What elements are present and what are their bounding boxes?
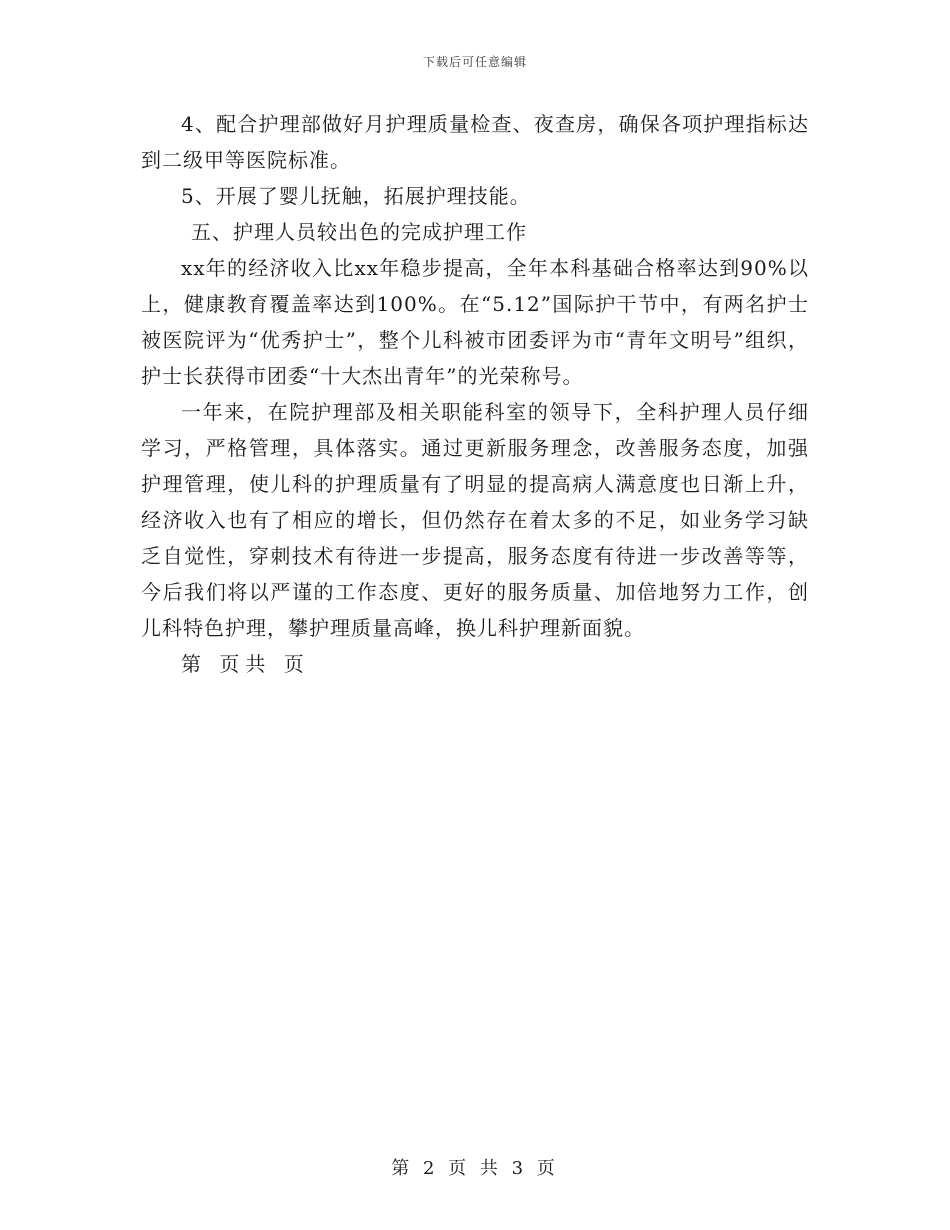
document-body: [141, 106, 809, 682]
paragraph-income: xx年的经济收入比xx年稳步提高，全年本科基础合格率达到90%以上，健康教育覆盖率达到100%。在“5.12”国际护干节中，有两名护士被医院评为“优秀护士”，整个儿科被市团委评为市“青年文明号”组织，护士长获得市团委“十大杰出青年”的光荣称号。: [141, 256, 809, 388]
section-heading-5: 五、护理人员较出色的完成护理工作: [191, 220, 527, 244]
page-footer: 第 2 页 共 3 页: [391, 1158, 559, 1179]
page-header: 下载后可任意编辑: [422, 55, 527, 69]
inline-page-count: 第 页共 页: [181, 652, 310, 676]
paragraph-item-4: 4、配合护理部做好月护理质量检查、夜查房，确保各项护理指标达到二级甲等医院标准。: [141, 112, 809, 172]
paragraph-item-5: 5、开展了婴儿抚触，拓展护理技能。: [181, 184, 531, 208]
paragraph-summary: 一年来，在院护理部及相关职能科室的领导下，全科护理人员仔细学习，严格管理，具体落实。通过更新服务理念，改善服务态度，加强护理管理，使儿科的护理质量有了明显的提高病人满意度也日渐上升，经济收入也有了相应的增长，但仍然存在着太多的不足，如业务学习缺乏自觉性，穿刺技术有待进一步提高，服务态度有待进一步改善等等，今后我们将以严谨的工作态度、更好的服务质量、加倍地努力工作，创儿科特色护理，攀护理质量高峰，换儿科护理新面貌。: [141, 400, 809, 640]
